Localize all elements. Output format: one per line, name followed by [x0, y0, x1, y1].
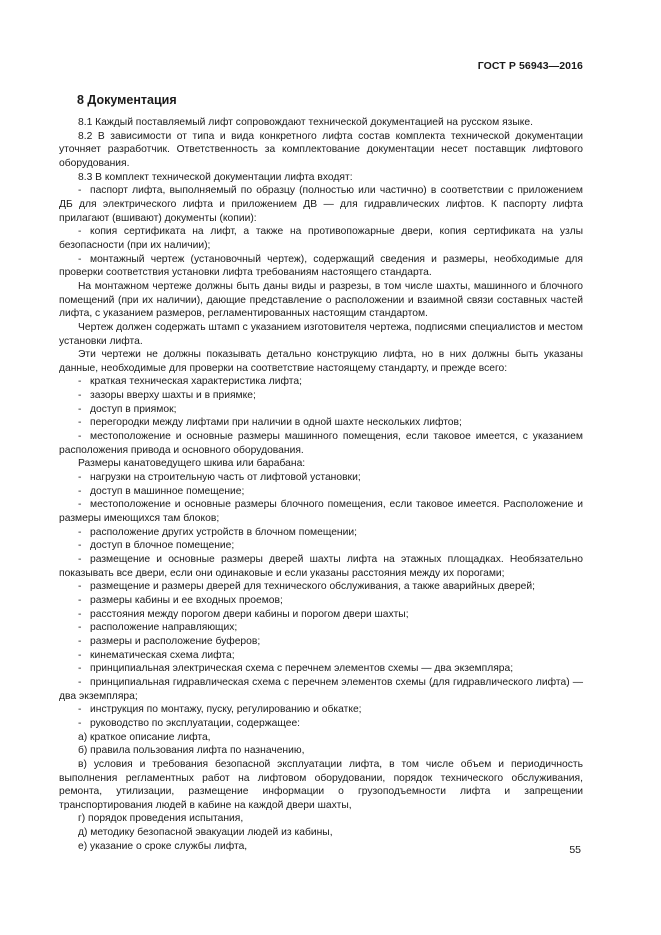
list-dash: - [78, 608, 82, 620]
paragraph-text: местоположение и основные размеры машинного помещения, если таковое имеется, с указанием расположения привода и основного оборудования. [59, 431, 583, 456]
paragraph-text: 8.2 В зависимости от типа и вида конкретного лифта состав комплекта технической документации уточняет разработчик. Ответственность за комплектование документации несет поставщик лифтового оборудования. [59, 130, 583, 169]
paragraph-text: Размеры канатоведущего шкива или барабана: [78, 458, 306, 470]
list-dash: - [78, 499, 82, 511]
list-dash: - [78, 403, 82, 415]
paragraph-text: расположение других устройств в блочном помещении; [90, 526, 357, 538]
paragraph-text: в) условия и требования безопасной эксплуатации лифта, в том числе объем и периодичность выполнения регламентных работ на лифтовом оборудовании, порядок технического обслуживания, ремонта, утилизации, размещение информации о грузоподъемности лифта и запрещении транспортирования людей в кабине на каждой двери шахты, [59, 758, 583, 811]
paragraph [59, 826, 583, 840]
list-item [59, 416, 583, 430]
paragraph-text: 8.3 В комплект технической документации лифта входят: [78, 171, 353, 183]
list-item [59, 676, 583, 703]
paragraph-text: доступ в приямок; [90, 403, 177, 415]
list-dash: - [78, 663, 82, 675]
list-dash: - [78, 253, 82, 265]
list-item [59, 403, 583, 417]
paragraph-text: размещение и основные размеры дверей шахты лифта на этажных площадках. Необязательно показывать все двери, если они одинаковые и если указаны расстояния между их порогами; [59, 554, 583, 579]
list-item [59, 621, 583, 635]
list-dash: - [78, 649, 82, 661]
list-dash: - [78, 376, 82, 388]
list-dash: - [78, 226, 82, 238]
paragraph-text: кинематическая схема лифта; [90, 649, 235, 661]
list-dash: - [78, 594, 82, 606]
paragraph-text: расстояния между порогом двери кабины и порогом двери шахты; [90, 608, 409, 620]
paragraph-text: нагрузки на строительную часть от лифтовой установки; [90, 472, 361, 484]
paragraph-text: расположение направляющих; [90, 622, 238, 634]
list-item [59, 594, 583, 608]
paragraph [59, 744, 583, 758]
paragraph-text: руководство по эксплуатации, содержащее: [90, 717, 301, 729]
list-dash: - [78, 390, 82, 402]
list-dash: - [78, 622, 82, 634]
list-dash: - [78, 431, 82, 443]
paragraph [59, 731, 583, 745]
paragraph-text: а) краткое описание лифта, [78, 731, 211, 743]
list-item [59, 225, 583, 252]
paragraph-text: размеры кабины и ее входных проемов; [90, 594, 283, 606]
list-dash: - [78, 717, 82, 729]
paragraph-text: доступ в блочное помещение; [90, 540, 235, 552]
paragraph [59, 280, 583, 321]
paragraph-text: принципиальная электрическая схема с перечнем элементов схемы — два экземпляра; [90, 663, 514, 675]
list-dash: - [78, 540, 82, 552]
paragraph-text: монтажный чертеж (установочный чертеж), содержащий сведения и размеры, необходимые для проверки соответствия установки лифта требованиям настоящего стандарта. [59, 253, 583, 279]
list-item [59, 662, 583, 676]
list-item [59, 471, 583, 485]
list-item [59, 635, 583, 649]
list-item [59, 375, 583, 389]
list-item [59, 608, 583, 622]
section-title: 8 Документация [77, 93, 177, 107]
list-item [59, 717, 583, 731]
paragraph-text: принципиальная гидравлическая схема с перечнем элементов схемы (для гидравлического лифта) — два экземпляра; [59, 676, 583, 702]
paragraph-text: Эти чертежи не должны показывать детально конструкцию лифта, но в них должны быть указаны данные, необходимые для проверки на соответствие настоящему стандарту, и прежде всего: [59, 349, 583, 374]
list-dash: - [78, 676, 82, 688]
paragraph-text: инструкция по монтажу, пуску, регулированию и обкатке; [90, 704, 362, 716]
paragraph-text: зазоры вверху шахты и в приямке; [90, 390, 256, 402]
paragraph [59, 116, 583, 130]
list-dash: - [78, 581, 82, 593]
paragraph [59, 348, 583, 375]
paragraph-text: б) правила пользования лифта по назначению, [78, 745, 305, 757]
list-dash: - [78, 526, 82, 538]
document-body [59, 116, 583, 853]
paragraph [59, 758, 583, 813]
list-item [59, 253, 583, 280]
paragraph-text: г) порядок проведения испытания, [78, 813, 244, 825]
paragraph-text: паспорт лифта, выполняемый по образцу (полностью или частично) в соответствии с приложением ДБ для электрического лифта и приложением ДВ — для гидравлических лифтов. К паспорту лифта прилагают (вшивают) документы (копии): [59, 185, 583, 224]
paragraph-text: местоположение и основные размеры блочного помещения, если таковое имеется. Расположение и размеры имеющихся там блоков; [59, 499, 583, 525]
paragraph [59, 457, 583, 471]
paragraph [59, 840, 583, 854]
list-item [59, 498, 583, 525]
paragraph-text: копия сертификата на лифт, а также на противопожарные двери, копия сертификата на узлы безопасности (при их наличии); [59, 226, 583, 251]
list-item [59, 539, 583, 553]
paragraph [59, 130, 583, 171]
list-item [59, 526, 583, 540]
list-item [59, 430, 583, 457]
paragraph-text: На монтажном чертеже должны быть даны виды и разрезы, в том числе шахты, машинного и блочного помещений (при их наличии), дающие представление о расположении и взаимной связи составных частей лифта, с указанием размеров, регламентированных настоящим стандартом. [59, 280, 583, 320]
paragraph-text: краткая техническая характеристика лифта; [90, 376, 302, 388]
list-dash: - [78, 485, 82, 497]
list-dash: - [78, 635, 82, 647]
list-item [59, 184, 583, 225]
list-item [59, 485, 583, 499]
paragraph-text: 8.1 Каждый поставляемый лифт сопровождают технической документацией на русском языке. [78, 117, 533, 128]
list-dash: - [78, 704, 82, 716]
paragraph-text: размеры и расположение буферов; [90, 635, 261, 647]
list-dash: - [78, 185, 82, 197]
list-dash: - [78, 417, 82, 429]
paragraph-text: размещение и размеры дверей для технического обслуживания, а также аварийных дверей; [90, 581, 536, 593]
list-dash: - [78, 472, 82, 484]
list-item [59, 703, 583, 717]
paragraph [59, 321, 583, 348]
page-number: 55 [569, 844, 581, 856]
paragraph-text: доступ в машинное помещение; [90, 485, 245, 497]
list-item [59, 580, 583, 594]
paragraph-text: е) указание о сроке службы лифта, [78, 840, 248, 852]
list-dash: - [78, 554, 82, 565]
list-item [59, 553, 583, 580]
paragraph [59, 812, 583, 826]
paragraph-text: перегородки между лифтами при наличии в одной шахте нескольких лифтов; [90, 417, 462, 429]
standard-header: ГОСТ Р 56943—2016 [477, 60, 583, 72]
list-item [59, 389, 583, 403]
paragraph [59, 171, 583, 185]
list-item [59, 649, 583, 663]
paragraph-text: Чертеж должен содержать штамп с указанием изготовителя чертежа, подписями специалистов и местом установки лифта. [59, 321, 583, 347]
paragraph-text: д) методику безопасной эвакуации людей из кабины, [78, 827, 333, 839]
